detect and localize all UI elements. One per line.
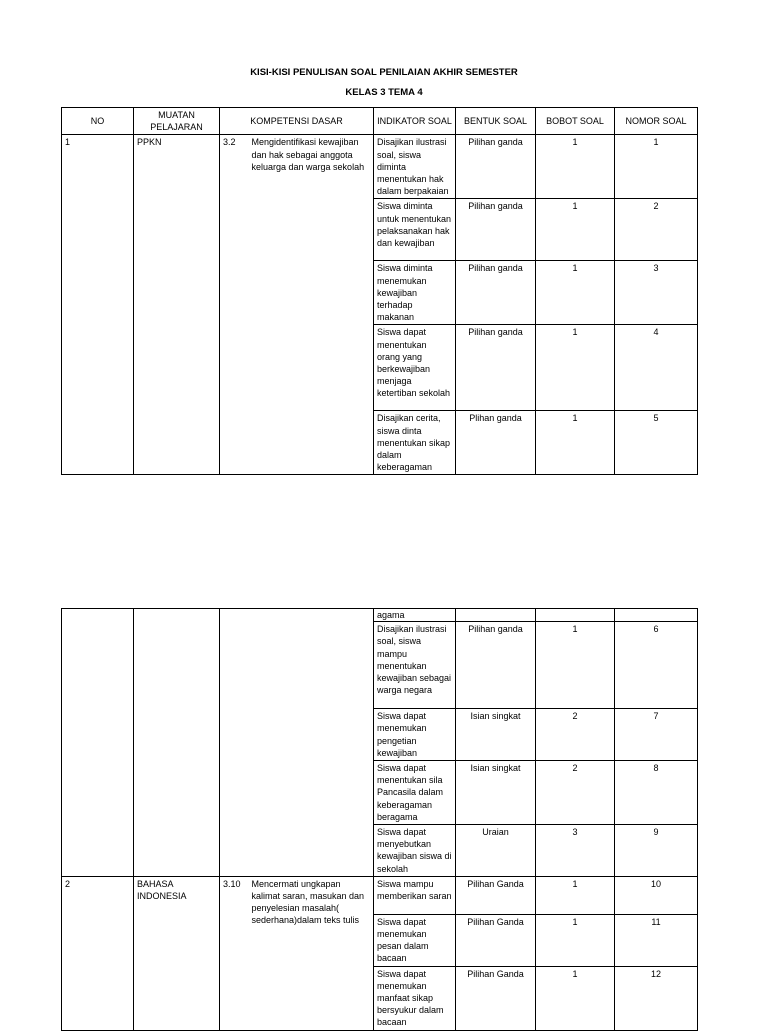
cell-indikator: Siswa dapat menentukan orang yang berkewajiban menjaga ketertiban sekolah: [374, 325, 456, 411]
cell-bobot: 1: [536, 914, 615, 966]
document-title: KISI-KISI PENULISAN SOAL PENILAIAN AKHIR SEMESTER: [250, 67, 518, 78]
cell-bentuk: Pilihan ganda: [456, 622, 536, 709]
kisi-kisi-table-page-2: [61, 608, 698, 1031]
cell-no: [62, 609, 134, 877]
cell-bobot: 1: [536, 411, 615, 475]
cell-indikator: Siswa dapat menyebutkan kewajiban siswa di sekolah: [374, 825, 456, 877]
cell-kd-number: [220, 609, 249, 877]
cell-bobot: 1: [536, 876, 615, 914]
cell-muatan: [134, 609, 220, 877]
header-no: NO: [62, 108, 134, 135]
cell-bentuk: Pilihan ganda: [456, 325, 536, 411]
cell-kd-number: 3.10: [220, 876, 249, 1030]
cell-indikator: Siswa dapat menentukan sila Pancasila dalam keberagaman beragama: [374, 761, 456, 825]
cell-nomor: 6: [615, 622, 698, 709]
cell-kd-text: Mencermati ungkapan kalimat saran, masukan dan penyelesian masalah( sederhana)dalam teks tulis: [249, 876, 374, 1030]
cell-no: 1: [62, 135, 134, 475]
kisi-kisi-table-page-1: [61, 107, 698, 475]
cell-indikator: Disajikan ilustrasi soal, siswa diminta menentukan hak dalam berpakaian: [374, 135, 456, 199]
cell-bobot: 3: [536, 825, 615, 877]
header-nomor: NOMOR SOAL: [615, 108, 698, 135]
cell-nomor: [615, 609, 698, 622]
cell-bentuk: Plihan ganda: [456, 411, 536, 475]
cell-bentuk: Pilihan Ganda: [456, 914, 536, 966]
cell-nomor: 9: [615, 825, 698, 877]
cell-indikator: Siswa dapat menemukan manfaat sikap bersyukur dalam bacaan: [374, 966, 456, 1030]
table-row-continuation: [62, 609, 698, 622]
cell-bentuk: Pilihan Ganda: [456, 966, 536, 1030]
cell-nomor: 11: [615, 914, 698, 966]
cell-nomor: 12: [615, 966, 698, 1030]
cell-bentuk: Pilihan Ganda: [456, 876, 536, 914]
cell-indikator: Siswa diminta menemukan kewajiban terhadap makanan: [374, 261, 456, 325]
header-indikator: INDIKATOR SOAL: [374, 108, 456, 135]
cell-muatan: BAHASA INDONESIA: [134, 876, 220, 1030]
cell-bobot: 1: [536, 135, 615, 199]
cell-bobot: 1: [536, 261, 615, 325]
cell-bobot: [536, 609, 615, 622]
cell-indikator: Siswa dapat menemukan pengetian kewajiban: [374, 709, 456, 761]
header-row: [62, 108, 698, 135]
cell-nomor: 4: [615, 325, 698, 411]
cell-bobot: 1: [536, 199, 615, 261]
cell-indikator: Disajikan cerita, siswa dinta menentukan sikap dalam keberagaman: [374, 411, 456, 475]
cell-bentuk: Isian singkat: [456, 761, 536, 825]
cell-bobot: 2: [536, 761, 615, 825]
cell-kd-text: [249, 609, 374, 877]
cell-bentuk: Pilihan ganda: [456, 199, 536, 261]
cell-indikator: Siswa diminta untuk menentukan pelaksanakan hak dan kewajiban: [374, 199, 456, 261]
cell-bentuk: Uraian: [456, 825, 536, 877]
table-row: [62, 876, 698, 914]
cell-bentuk: [456, 609, 536, 622]
cell-bobot: 1: [536, 325, 615, 411]
cell-bobot: 1: [536, 966, 615, 1030]
cell-kd-text: Mengidentifikasi kewajiban dan hak sebagai anggota keluarga dan warga sekolah: [249, 135, 374, 475]
cell-bentuk: Isian singkat: [456, 709, 536, 761]
cell-bentuk: Pilihan ganda: [456, 135, 536, 199]
cell-nomor: 7: [615, 709, 698, 761]
header-bobot: BOBOT SOAL: [536, 108, 615, 135]
cell-nomor: 8: [615, 761, 698, 825]
table-row: [62, 135, 698, 199]
cell-nomor: 2: [615, 199, 698, 261]
cell-bentuk: Pilihan ganda: [456, 261, 536, 325]
cell-kd-number: 3.2: [220, 135, 249, 475]
cell-indikator: Siswa dapat menemukan pesan dalam bacaan: [374, 914, 456, 966]
cell-muatan: PPKN: [134, 135, 220, 475]
header-muatan: MUATAN PELAJARAN: [134, 108, 220, 135]
cell-no: 2: [62, 876, 134, 1030]
cell-bobot: 2: [536, 709, 615, 761]
document-subtitle: KELAS 3 TEMA 4: [345, 87, 423, 98]
cell-indikator: Siswa mampu memberikan saran: [374, 876, 456, 914]
cell-nomor: 5: [615, 411, 698, 475]
cell-bobot: 1: [536, 622, 615, 709]
cell-indikator: Disajikan ilustrasi soal, siswa mampu menentukan kewajiban sebagai warga negara: [374, 622, 456, 709]
cell-nomor: 1: [615, 135, 698, 199]
header-bentuk: BENTUK SOAL: [456, 108, 536, 135]
cell-nomor: 10: [615, 876, 698, 914]
cell-indikator: agama: [374, 609, 456, 622]
cell-nomor: 3: [615, 261, 698, 325]
header-kompetensi-dasar: KOMPETENSI DASAR: [220, 108, 374, 135]
